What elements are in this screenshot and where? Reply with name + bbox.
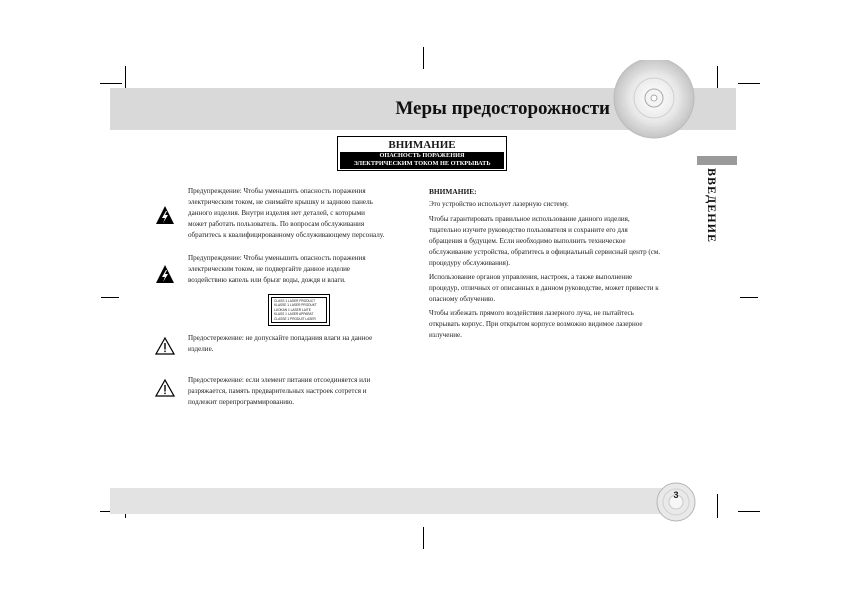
caution-text [188,375,370,408]
attention-box [337,136,507,171]
text-line: электрическим током, не подвергайте данное изделие [188,265,351,273]
text-line: обратитесь к квалифицированному обслуживающему персоналу. [188,231,385,239]
laser-label-line: CLASS 1 LASER PRODUCT [274,299,316,303]
text-line: Предостережение: не допускайте попадания влаги на данное [188,334,373,342]
crop-mark [738,83,760,84]
text-line: процедур, отличных от описанных в данном руководстве, может привести к [429,284,659,292]
text-line: подлежит перепрограммированию. [188,398,295,406]
crop-mark [423,47,424,69]
laser-label-line: KLASS 1 LASER APPARAT [274,312,314,317]
crop-mark [101,297,119,298]
text-line: Чтобы избежать прямого воздействия лазерного луча, не пытайтесь [429,309,634,317]
exclamation-triangle-icon [155,379,175,397]
attention-title: ВНИМАНИЕ [388,139,456,151]
text-line: Предостережение: если элемент питания отсоединяется или [188,376,371,384]
text-line: Это устройство использует лазерную систему. [429,200,569,208]
laser-label-line: KLASSE 1 LASER PRODUKT [274,303,317,308]
footer-band [110,488,676,514]
warning-text [188,186,384,241]
text-line: изделие. [188,345,214,353]
section-tab [697,156,737,165]
attention-subtitle [340,152,504,169]
text-line: данного изделия. Внутри изделия нет деталей, с которыми [188,209,365,217]
text-line: Использование органов управления, настроек, а также выполнение [429,273,633,281]
section-label: ВВЕДЕНИЕ [705,168,719,243]
body-paragraph [429,214,660,269]
crop-mark [738,511,760,512]
body-paragraph [429,272,659,305]
laser-label-line: CLASSE 1 PRODUIT LASER [274,316,316,321]
text-line: процедуру обслуживания). [429,259,511,267]
text-line: обслуживание устройства, обратитесь в официальный сервисный центр (см. [429,248,661,256]
caution-text [188,333,372,355]
warning-text [188,253,366,286]
crop-mark [717,494,718,518]
crop-mark [100,83,122,84]
laser-class-label [268,294,330,326]
crop-mark [125,66,126,90]
text-line: Предупреждение: Чтобы уменьшить опасность поражения [188,254,366,262]
text-line: электрическим током, не снимайте крышку и заднюю панель [188,198,373,206]
laser-label-inner [271,297,327,323]
text-line: излучение. [429,331,462,339]
exclamation-triangle-icon [155,337,175,355]
text-line: опасному облучению. [429,295,496,303]
page-title: Меры предосторожности [395,98,610,119]
body-paragraph [429,199,569,210]
lightning-triangle-icon [155,205,175,225]
text-line: Чтобы гарантировать правильное использование данного изделия, [429,215,630,223]
text-line: разряжается, память предварительных настроек сотрется и [188,387,367,395]
lightning-triangle-icon [155,264,175,284]
attention-subtitle-line: ЭЛЕКТРИЧЕСКИМ ТОКОМ НЕ ОТКРЫВАТЬ [353,160,491,167]
disc-icon [656,480,700,524]
laser-label-line: LUOKAN 1 LASER LAITE [274,307,311,312]
crop-mark [423,527,424,549]
body-paragraph [429,308,643,341]
disc-icon [598,60,698,160]
crop-mark [740,297,758,298]
page-number: 3 [673,490,679,500]
section-heading: ВНИМАНИЕ: [429,187,477,196]
text-line: тщательно изучите руководство пользователя и сохраните его для [429,226,628,234]
text-line: воздействию капель или брызг воды, дождя и влаги. [188,276,346,284]
text-line: Предупреждение: Чтобы уменьшить опасность поражения [188,187,366,195]
crop-mark [717,66,718,90]
text-line: открывать корпус. При открытом корпусе возможно видимое лазерное [429,320,643,328]
text-line: обращения в будущем. Если необходимо выполнить техническое [429,237,626,245]
attention-subtitle-line: ОПАСНОСТЬ ПОРАЖЕНИЯ [379,152,465,159]
text-line: может работать пользователь. По вопросам обслуживания [188,220,365,228]
